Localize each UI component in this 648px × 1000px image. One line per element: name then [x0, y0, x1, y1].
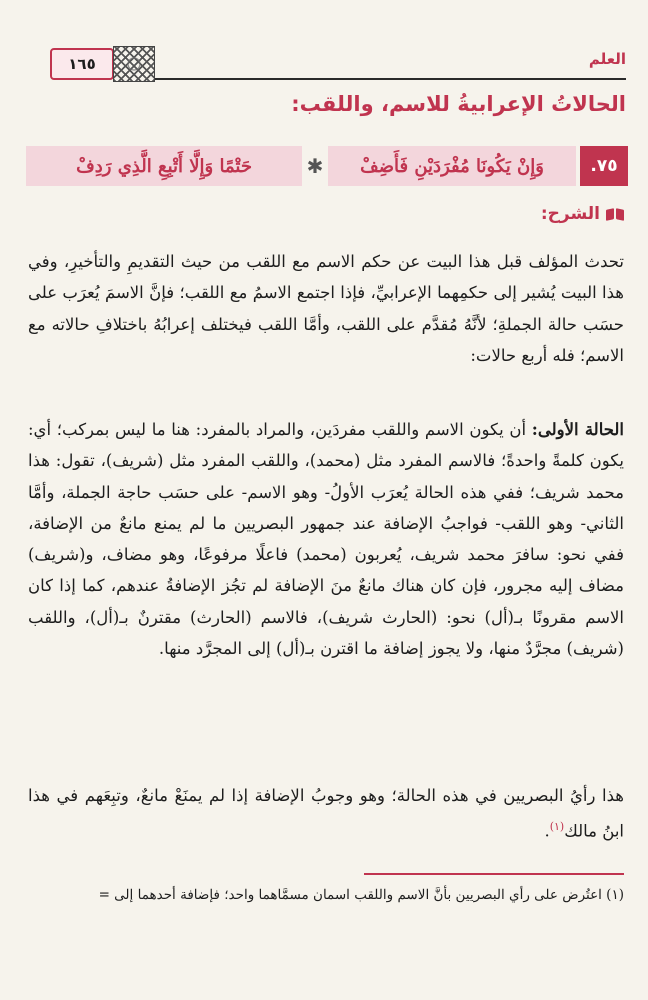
- sharh-heading: [541, 204, 624, 224]
- first-case-label: الحالة الأولى:: [531, 420, 624, 439]
- basrian-view-end: .: [544, 821, 550, 841]
- page-number: ١٦٥: [50, 48, 114, 80]
- paragraph-basrian-view: [28, 780, 624, 847]
- first-case-body: أن يكون الاسم واللقب مفردَين، والمراد بالمفرد: هنا ما ليس بمركب؛ أي: يكون كلمةً واحدةً؛ فالاسم المفرد مثل (محمد)، واللقب المفرد مثل (شريف)، تقول: هذا محمد شريف؛ ففي هذه الحالة يُعرَب الأولُ- وهو الاسم- على حسَب حاجة الجملة، وأمَّا الثاني- وهو اللقب- فواجبُ الإضافة عند جمهور البصريين ما لم يمنع مانعٌ من الإضافة، ففي نحو: سافرَ محمد شريف، يُعربون (محمد) فاعلًا مرفوعًا، وهو مضاف، و(شريف) مضاف إليه مجرور، فإن كان هناك مانعٌ منَ الإضافة لم تجُز الإضافةُ عندهم، كما إذا كان الاسم مقرونًا بـ(أل) نحو: (الحارث شريف)، فالاسم (الحارث) مقترنٌ بـ(أل)، واللقب (شريف) مجرَّدٌ منها، ولا يجوز إضافة ما اقترن بـ(أل) إلى المجرَّد منها.: [28, 420, 624, 659]
- footnote-reference[interactable]: (١): [549, 820, 565, 834]
- book-icon: [606, 207, 624, 222]
- verse-separator: ✱: [306, 154, 324, 178]
- header-rule: [155, 78, 626, 80]
- footnote-rule: [364, 873, 624, 875]
- footnote: (١) اعتُرض على رأي البصريين بأنَّ الاسم واللقب اسمان مسمَّاهما واحد؛ فإضافة أحدهما إلى =: [98, 887, 624, 903]
- verse-second-hemistich: حَتْمًا وَإِلَّا أَتْبِعِ الَّذِي رَدِفْ: [26, 146, 302, 186]
- section-title: الحالاتُ الإعرابيةُ للاسم، واللقب:: [291, 92, 626, 116]
- running-title: العلم: [588, 50, 626, 68]
- paragraph-first-case: [28, 414, 624, 664]
- paragraph-intro-text: تحدث المؤلف قبل هذا البيت عن حكم الاسم مع اللقب من حيث التقديمِ والتأخيرِ، وفي هذا البيت يُشير إلى حكمِهما الإعرابيِّ، فإذا اجتمع الاسمُ مع اللقب؛ فإنَّ الاسمَ يُعرَب على حسَب حالة الجملةِ؛ لأنَّهُ مُقدَّم على اللقب، وأمَّا اللقب فيختلف إعرابُهُ باختلافِ حالاته مع الاسم؛ فله أربع حالات:: [28, 252, 624, 365]
- verse-number: ٧٥.: [580, 146, 628, 186]
- paragraph-intro: [28, 246, 624, 371]
- basrian-view-body: هذا رأيُ البصريين في هذه الحالة؛ وهو وجوبُ الإضافة إذا لم يمنَعْ مانعٌ، وتبِعَهم في هذا ابنُ مالك: [28, 786, 624, 841]
- paragraph-first-case-text: [28, 414, 624, 664]
- sharh-label: الشرح:: [540, 204, 600, 224]
- geometric-ornament-icon: [113, 46, 155, 82]
- paragraph-basrian-view-text: [28, 780, 624, 847]
- verse-line: [26, 146, 628, 186]
- verse-first-hemistich: وَإِنْ يَكُونَا مُفْرَدَيْنِ فَأَضِفْ: [328, 146, 576, 186]
